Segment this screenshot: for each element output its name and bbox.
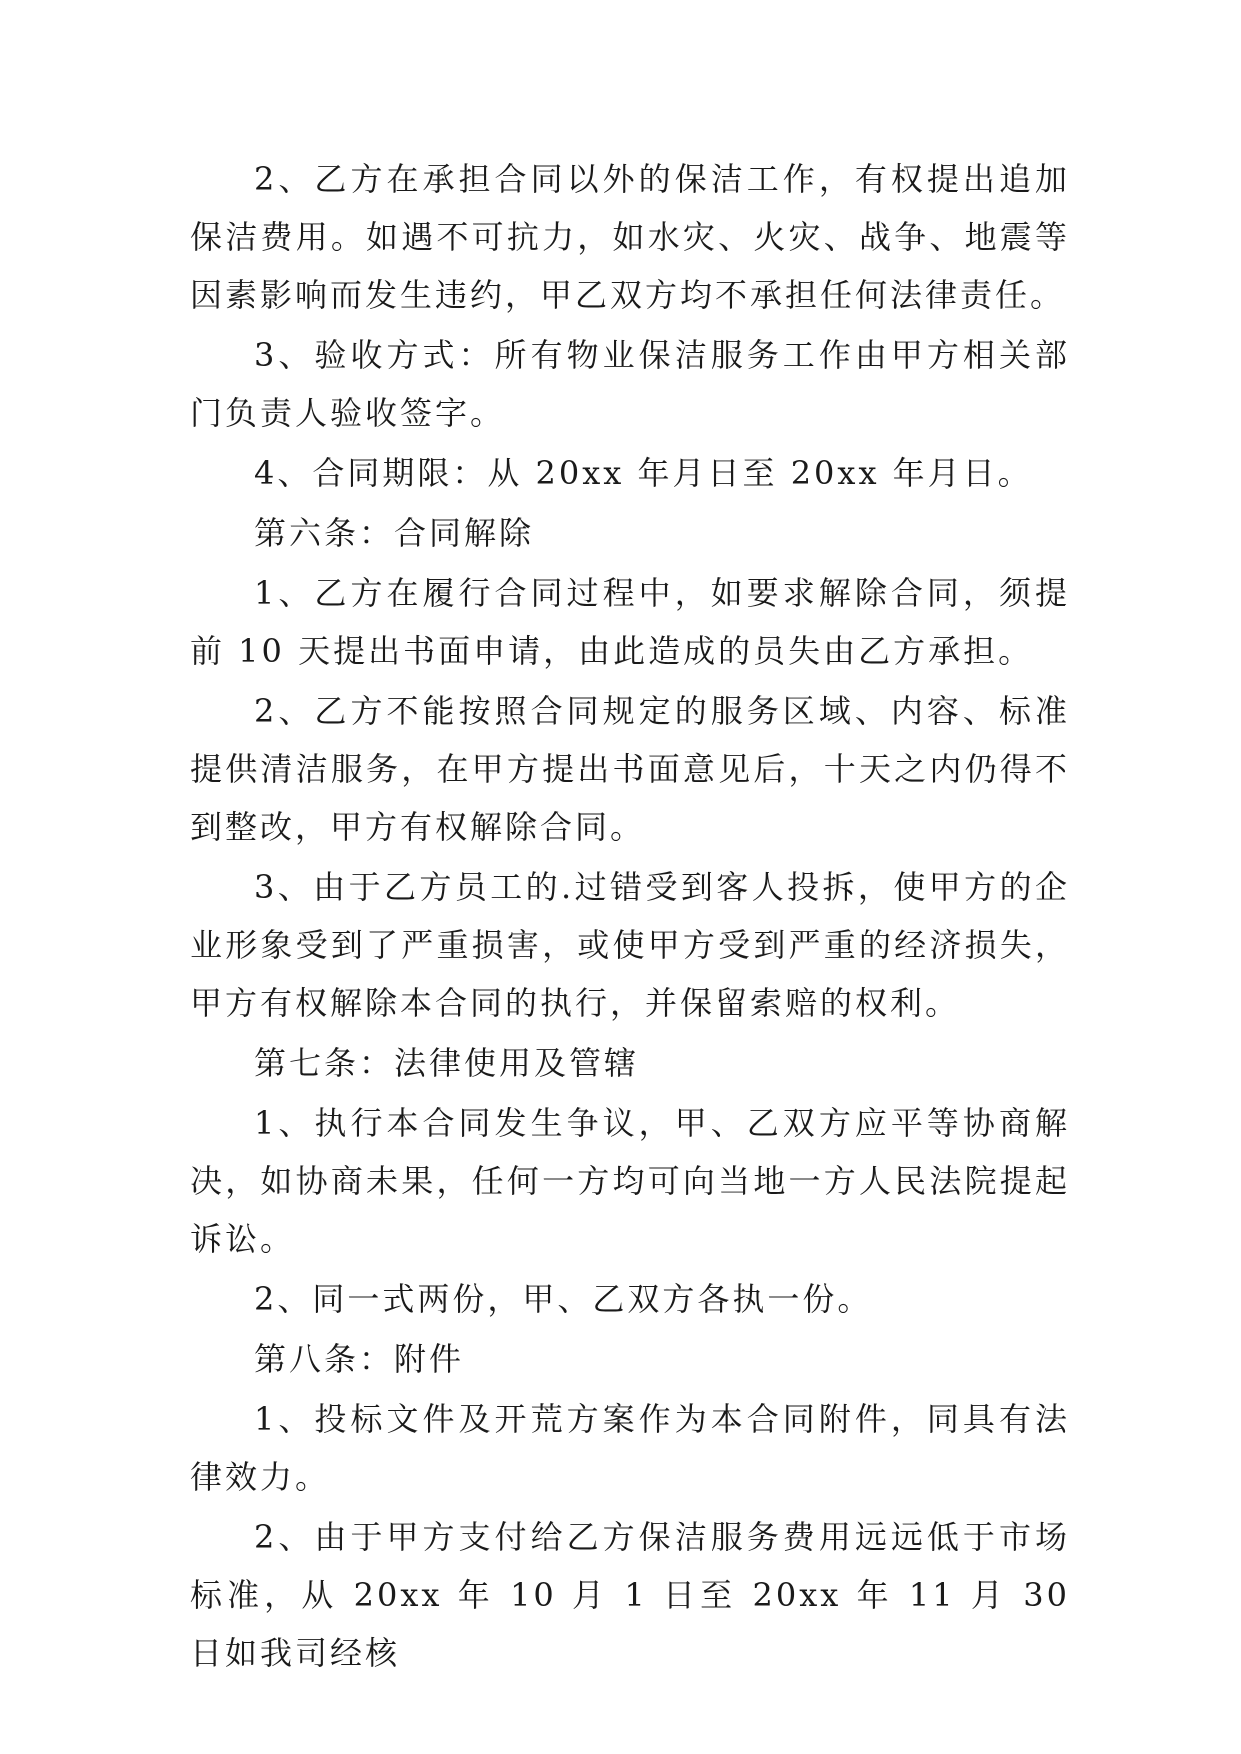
paragraph-clause-6-1: 1、乙方在履行合同过程中，如要求解除合同，须提前 10 天提出书面申请，由此造成的员失由乙方承担。 (190, 574, 1070, 670)
document-body (190, 150, 1070, 1684)
paragraph-clause-7-2: 2、同一式两份，甲、乙双方各执一份。 (254, 1280, 873, 1318)
heading-article-6: 第六条：合同解除 (254, 514, 535, 552)
paragraph-clause-7-1: 1、执行本合同发生争议，甲、乙双方应平等协商解决，如协商未果，任何一方均可向当地一方人民法院提起诉讼。 (190, 1104, 1070, 1258)
paragraph-clause-5-2: 2、乙方在承担合同以外的保洁工作，有权提出追加保洁费用。如遇不可抗力，如水灾、火灾、战争、地震等因素影响而发生违约，甲乙双方均不承担任何法律责任。 (190, 160, 1070, 314)
paragraph-clause-6-3: 3、由于乙方员工的.过错受到客人投拆，使甲方的企业形象受到了严重损害，或使甲方受到严重的经济损失，甲方有权解除本合同的执行，并保留索赔的权利。 (190, 868, 1070, 1022)
paragraph-clause-5-3: 3、验收方式：所有物业保洁服务工作由甲方相关部门负责人验收签字。 (190, 336, 1070, 432)
paragraph-clause-8-2: 2、由于甲方支付给乙方保洁服务费用远远低于市场标准，从 20xx 年 10 月 1 日至 20xx 年 11 月 30 日如我司经核 (190, 1518, 1070, 1672)
heading-article-7: 第七条：法律使用及管辖 (254, 1044, 640, 1082)
paragraph-clause-5-4: 4、合同期限：从 20xx 年月日至 20xx 年月日。 (254, 454, 1033, 492)
heading-article-8: 第八条：附件 (254, 1340, 465, 1378)
paragraph-clause-8-1: 1、投标文件及开荒方案作为本合同附件，同具有法律效力。 (190, 1400, 1070, 1496)
paragraph-clause-6-2: 2、乙方不能按照合同规定的服务区域、内容、标准提供清洁服务，在甲方提出书面意见后，十天之内仍得不到整改，甲方有权解除合同。 (190, 692, 1070, 846)
